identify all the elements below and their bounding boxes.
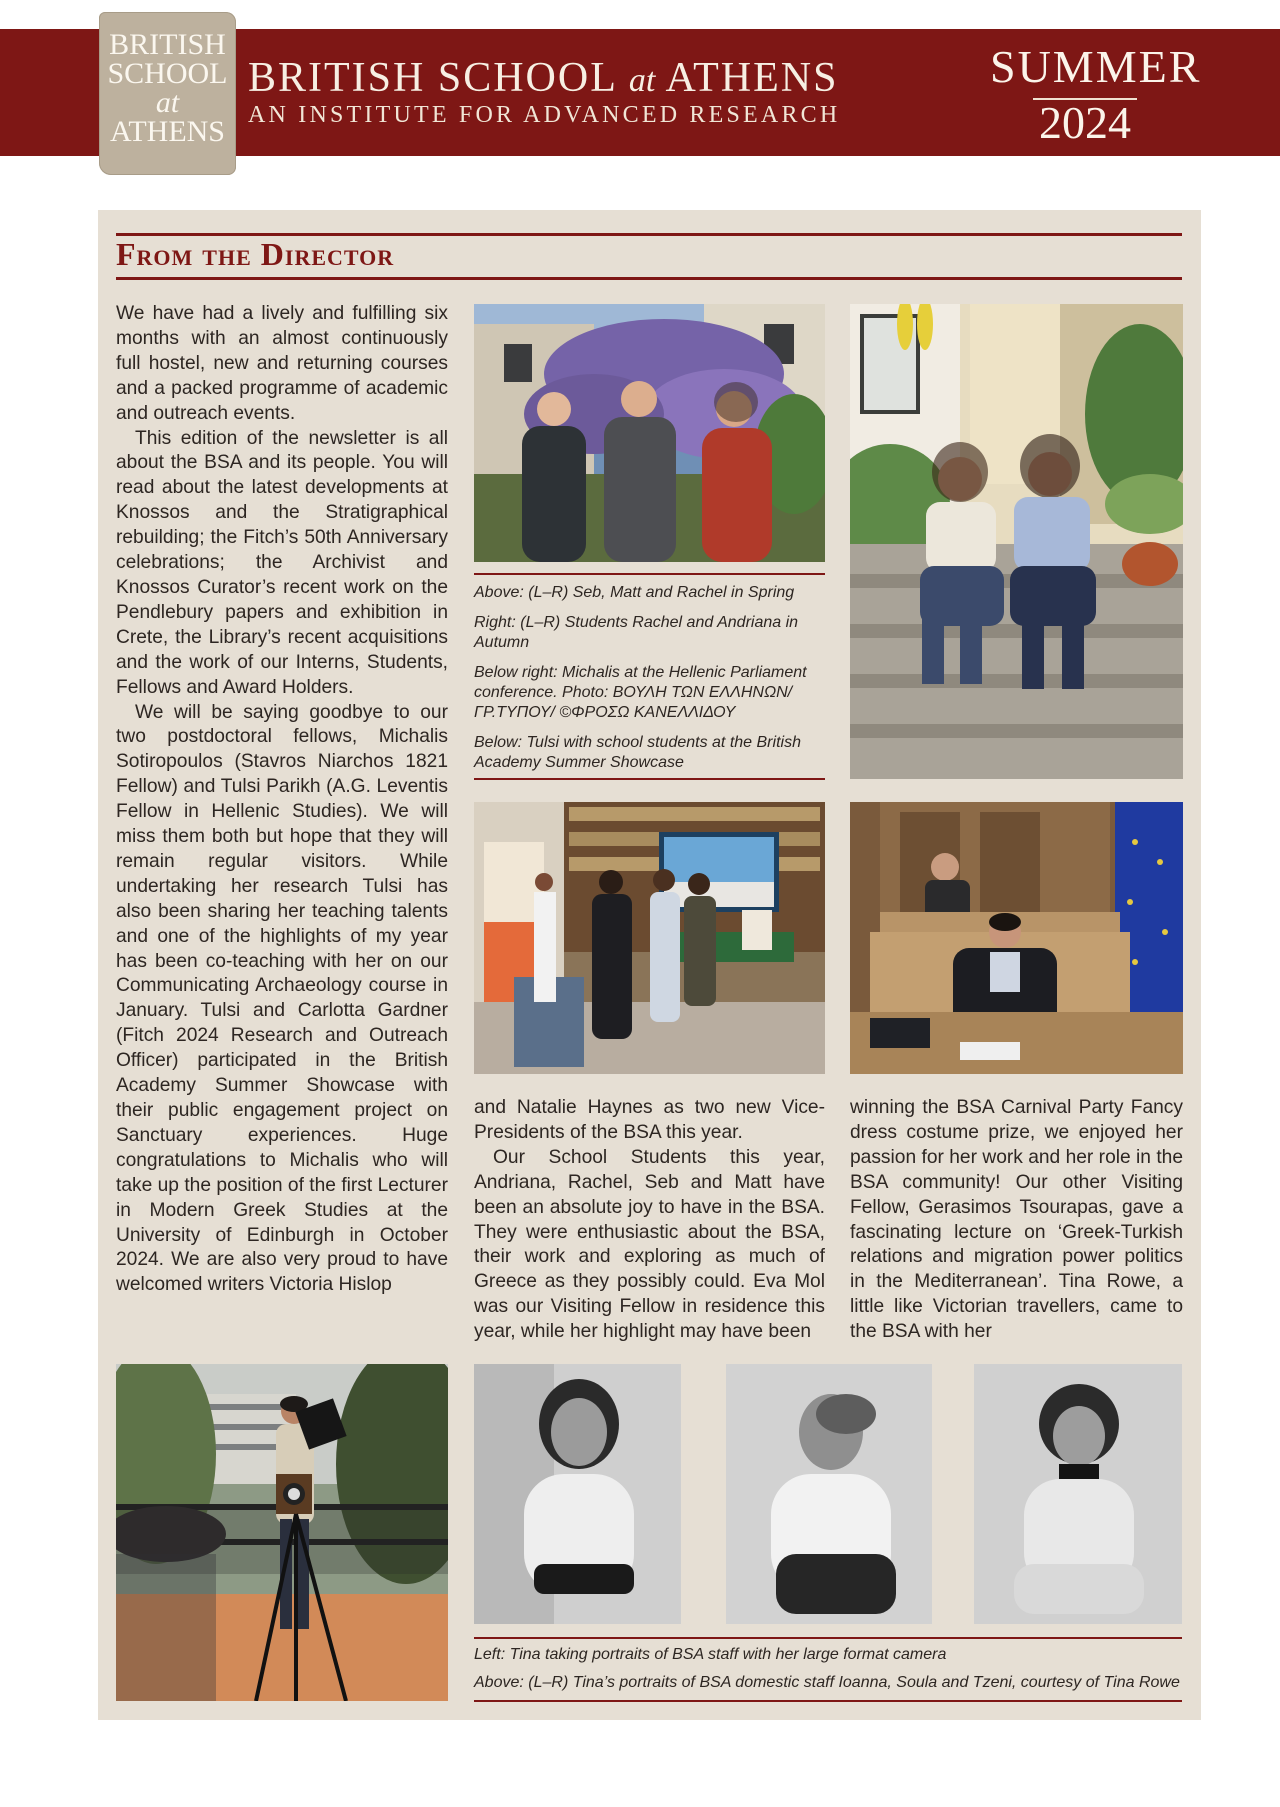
caption-rule-bottom [474,778,825,780]
bsa-logo [99,12,236,175]
masthead-title-part2: ATHENS [655,55,839,101]
photo-students-autumn [850,304,1183,779]
masthead-title-at: at [628,62,656,99]
paragraph: Our School Students this year, Andriana, Rachel, Seb and Matt have been an absolute joy to have in the BSA. They were enthusiastic about the BSA, their work and exploring as much of Greece as they possibly could. Eva Mol was our Visiting Fellow in residence this year, while her highlight may have been [474,1146,825,1343]
paragraph: We have had a lively and fulfilling six months with an almost continuously full hostel, new and returning courses and a packed programme of academic and outreach events. [116,303,448,424]
photo-summer-showcase [474,802,825,1074]
paragraph: winning the BSA Carnival Party Fancy dress costume prize, we enjoyed her passion for her work and her role in the BSA community! Our other Visiting Fellow, Gerasimos Tsourapas, gave a fascinating lecture on ‘Greek-Turkish relations and migration power politics in the Mediterranean’. Tina Rowe, a little like Victorian travellers, came to the BSA with her [850,1097,1183,1343]
portrait-ioanna [474,1364,681,1624]
caption: Above: (L–R) Tina’s portraits of BSA domestic staff Ioanna, Soula and Tzeni, courtesy of Tina Rowe [474,1674,1180,1691]
masthead-title-part1: BRITISH SCHOOL [248,55,629,101]
issue-season: SUMMER [990,41,1202,92]
logo-line-3: at [155,86,180,119]
caption: Right: (L–R) Students Rachel and Andriana in Autumn [474,614,799,651]
section-title: From the Director [116,236,395,272]
logo-line-1: BRITISH [109,28,226,61]
caption-block-top [474,583,825,783]
logo-line-4: ATHENS [109,115,225,148]
caption: Below: Tulsi with school students at the British Academy Summer Showcase [474,734,801,771]
paragraph: This edition of the newsletter is all about the BSA and its people. You will read about the latest developments at Knossos and the Stratigraphical rebuilding; the Fitch’s 50th Anniversary celebrations; the Archivist and Knossos Curator’s recent work on the Pendlebury papers and exhibition in Crete, the Library’s recent acquisitions and the work of our Interns, Students, Fellows and Award Holders. [116,427,448,698]
title-rule-bottom [116,277,1182,280]
caption-rule-bottom-bottom [474,1700,1182,1702]
article-column-1 [116,302,448,1298]
caption: Above: (L–R) Seb, Matt and Rachel in Spring [474,584,795,601]
paragraph: We will be saying goodbye to our two postdoctoral fellows, Michalis Sotiropoulos (Stavros Niarchos 1821 Fellow) and Tulsi Parikh (A.G. Leventis Fellow in Hellenic Studies). We will miss them both but hope that they will remain regular visitors. While undertaking her research Tulsi has also been sharing her teaching talents and one of the highlights of my year has been co-teaching with her on our Communicating Archaeology course in January. Tulsi and Carlotta Gardner (Fitch 2024 Research and Outreach Officer) participated in the British Academy Summer Showcase with their public engagement project on Sanctuary experiences. Huge congratulations to Michalis who will take up the position of the first Lecturer in Modern Greek Studies at the University of Edinburgh in October 2024. We are also very proud to have welcomed writers Victoria Hislop [116,701,448,1296]
caption: Left: Tina taking portraits of BSA staff with her large format camera [474,1646,947,1663]
caption-rule-bottom-top [474,1637,1182,1639]
portrait-soula [726,1364,932,1624]
photo-students-spring [474,304,825,562]
photo-tina-camera [116,1364,448,1701]
portrait-tzeni [974,1364,1182,1624]
article-column-2 [474,1096,825,1345]
paragraph: and Natalie Haynes as two new Vice-Presidents of the BSA this year. [474,1097,825,1143]
article-column-3 [850,1096,1183,1345]
caption-block-bottom [474,1645,1182,1693]
masthead-subtitle: AN INSTITUTE FOR ADVANCED RESEARCH [248,102,841,128]
caption: Below right: Michalis at the Hellenic Parliament conference. Photo: ΒΟΥΛΗ ΤΩΝ ΕΛΛΗΝΩΝ/ ΓΡ.ΤΥΠΟΥ/ ©ΦΡΟΣΩ ΚΑΝΕΛΛΙΔΟΥ [474,664,807,721]
issue-year: 2024 [1039,97,1131,148]
logo-line-2: SCHOOL [107,57,228,90]
photo-hellenic-parliament [850,802,1183,1074]
masthead-title [248,54,838,102]
caption-rule-top [474,573,825,575]
